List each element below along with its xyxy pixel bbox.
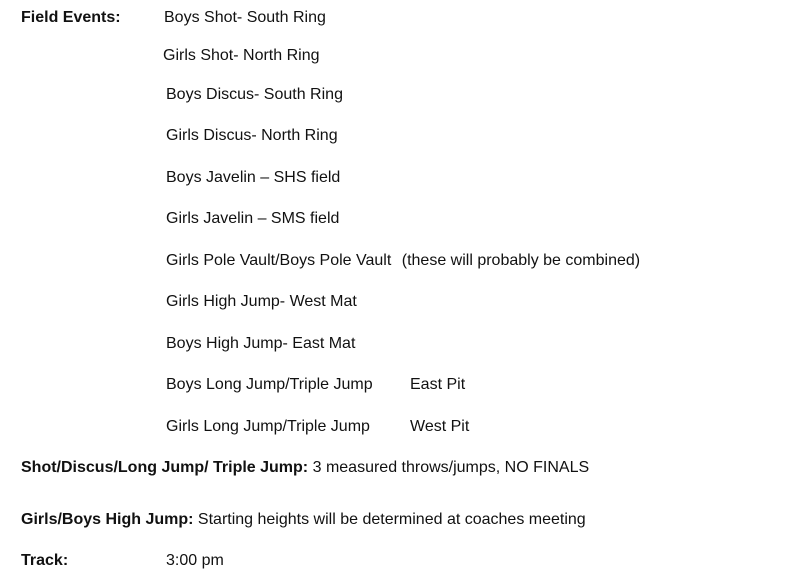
event-name: Girls Long Jump/Triple Jump bbox=[166, 418, 370, 435]
field-events-heading: Field Events: bbox=[21, 9, 121, 26]
event-name: Girls Pole Vault/Boys Pole Vault bbox=[166, 252, 392, 269]
event-name: Boys Shot- South Ring bbox=[164, 9, 326, 26]
field-event-item bbox=[166, 334, 355, 354]
field-event-item bbox=[166, 292, 357, 312]
event-name: Girls Discus- North Ring bbox=[166, 127, 338, 144]
field-event-item bbox=[166, 417, 370, 437]
event-name: Girls Javelin – SMS field bbox=[166, 210, 340, 227]
rule-text: Starting heights will be determined at coaches meeting bbox=[197, 511, 586, 528]
event-location: East Pit bbox=[410, 376, 466, 393]
event-name: Boys Long Jump/Triple Jump bbox=[166, 376, 373, 393]
event-name: Girls Shot- North Ring bbox=[163, 47, 320, 64]
field-event-item bbox=[164, 8, 326, 28]
event-name: Boys Javelin – SHS field bbox=[166, 169, 341, 186]
event-note: (these will probably be combined) bbox=[401, 252, 641, 269]
field-event-item bbox=[166, 168, 340, 188]
rule-label: Shot/Discus/Long Jump/ Triple Jump: bbox=[21, 459, 309, 476]
event-name: Boys High Jump- East Mat bbox=[166, 335, 356, 352]
field-event-item bbox=[166, 85, 343, 105]
rule-shot-discus-jumps bbox=[21, 458, 589, 478]
field-event-item bbox=[166, 209, 339, 229]
field-event-item bbox=[163, 46, 320, 66]
event-location: West Pit bbox=[410, 418, 470, 435]
event-name: Boys Discus- South Ring bbox=[166, 86, 343, 103]
track-time: 3:00 pm bbox=[166, 552, 224, 569]
field-event-item bbox=[166, 375, 373, 395]
event-name: Girls High Jump- West Mat bbox=[166, 293, 357, 310]
field-event-item bbox=[166, 251, 640, 271]
rule-label: Girls/Boys High Jump: bbox=[21, 511, 194, 528]
rule-text: 3 measured throws/jumps, NO FINALS bbox=[312, 459, 590, 476]
track-label: Track: bbox=[21, 552, 69, 569]
field-event-item bbox=[166, 126, 338, 146]
rule-high-jump bbox=[21, 510, 586, 530]
